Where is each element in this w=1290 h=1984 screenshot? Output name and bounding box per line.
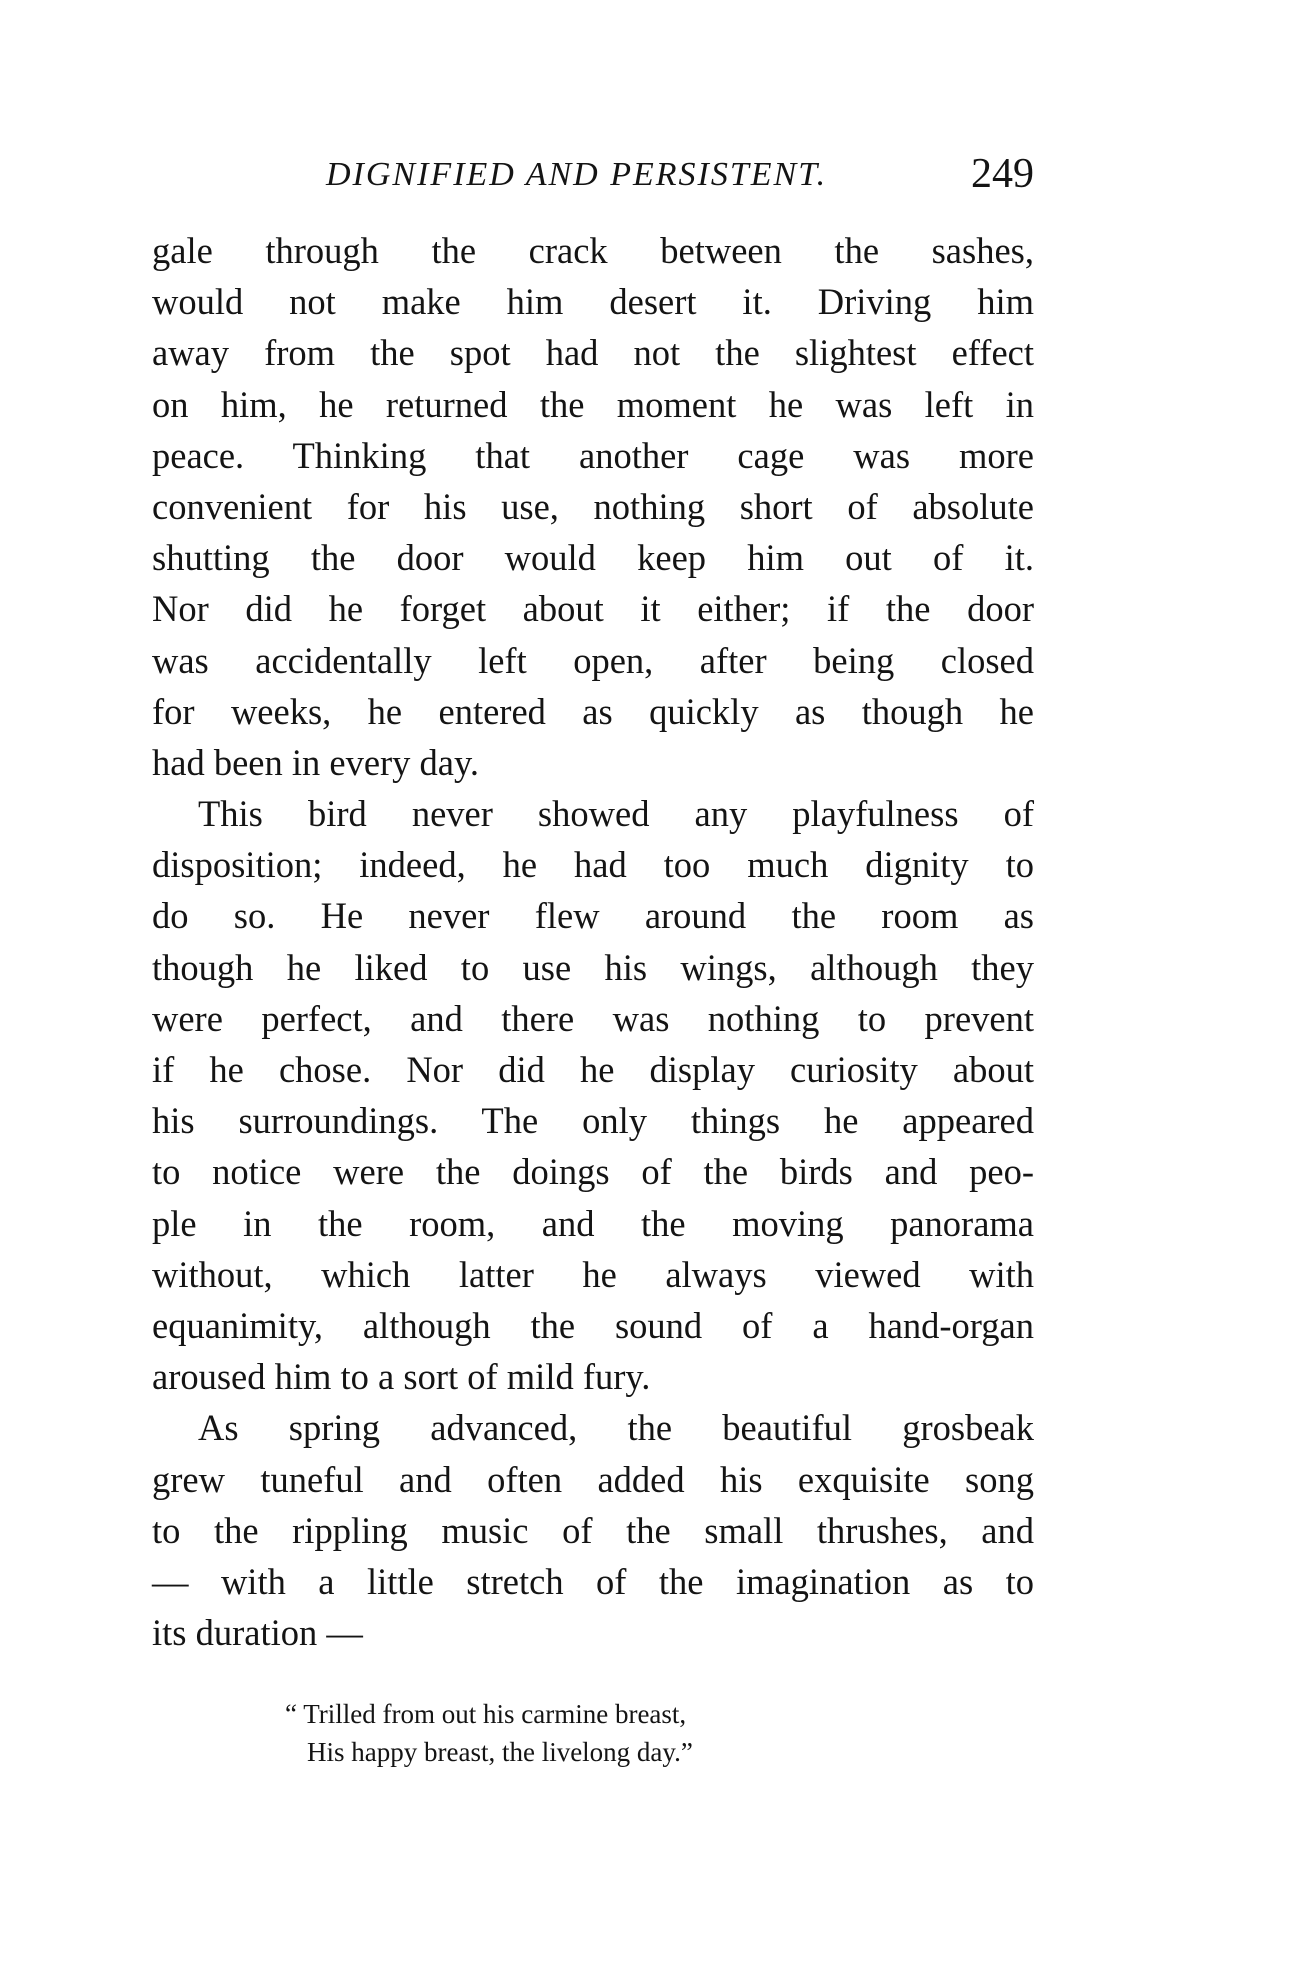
text-line: grew tuneful and often added his exquisite song (152, 1458, 1034, 1500)
text-line: for weeks, he entered as quickly as though he (152, 690, 1034, 732)
text-line: As spring advanced, the beautiful grosbeak (198, 1407, 1034, 1449)
body-text (152, 225, 1034, 1658)
text-line: peace. Thinking that another cage was more (152, 434, 1034, 476)
text-line: would not make him desert it. Driving him (152, 281, 1034, 323)
text-line: away from the spot had not the slightest effect (152, 332, 1034, 374)
quote-line: “ Trilled from out his carmine breast, (285, 1699, 687, 1729)
page-number: 249 (971, 151, 1034, 197)
poem-quote (285, 1695, 845, 1771)
text-line: without, which latter he always viewed with (152, 1253, 1034, 1295)
running-head (152, 150, 1034, 202)
text-line: aroused him to a sort of mild fury. (152, 1356, 651, 1398)
text-line: its duration — (152, 1612, 363, 1654)
text-line: equanimity, although the sound of a hand-organ (152, 1304, 1034, 1346)
text-line: had been in every day. (152, 741, 480, 783)
text-line: to the rippling music of the small thrushes, and (152, 1509, 1034, 1551)
text-line: were perfect, and there was nothing to prevent (152, 997, 1034, 1039)
text-line: Nor did he forget about it either; if the door (152, 588, 1034, 630)
text-line: shutting the door would keep him out of it. (152, 537, 1034, 579)
text-line: disposition; indeed, he had too much dignity to (152, 844, 1034, 886)
text-line: to notice were the doings of the birds and peo- (152, 1151, 1034, 1193)
text-line: on him, he returned the moment he was left in (152, 383, 1034, 425)
text-line: though he liked to use his wings, although they (152, 946, 1034, 988)
text-line: was accidentally left open, after being closed (152, 639, 1034, 681)
text-line: his surroundings. The only things he appeared (152, 1100, 1034, 1142)
text-line: if he chose. Nor did he display curiosity about (152, 1049, 1034, 1090)
text-line: This bird never showed any playfulness of (198, 793, 1034, 835)
text-line: convenient for his use, nothing short of absolute (152, 485, 1034, 527)
quote-line: His happy breast, the livelong day.” (307, 1737, 693, 1767)
text-line: — with a little stretch of the imagination as to (152, 1560, 1034, 1602)
running-title: DIGNIFIED AND PERSISTENT. (326, 156, 828, 193)
text-line: gale through the crack between the sashes, (152, 230, 1034, 271)
text-line: ple in the room, and the moving panorama (152, 1202, 1034, 1244)
text-line: do so. He never flew around the room as (152, 895, 1034, 937)
